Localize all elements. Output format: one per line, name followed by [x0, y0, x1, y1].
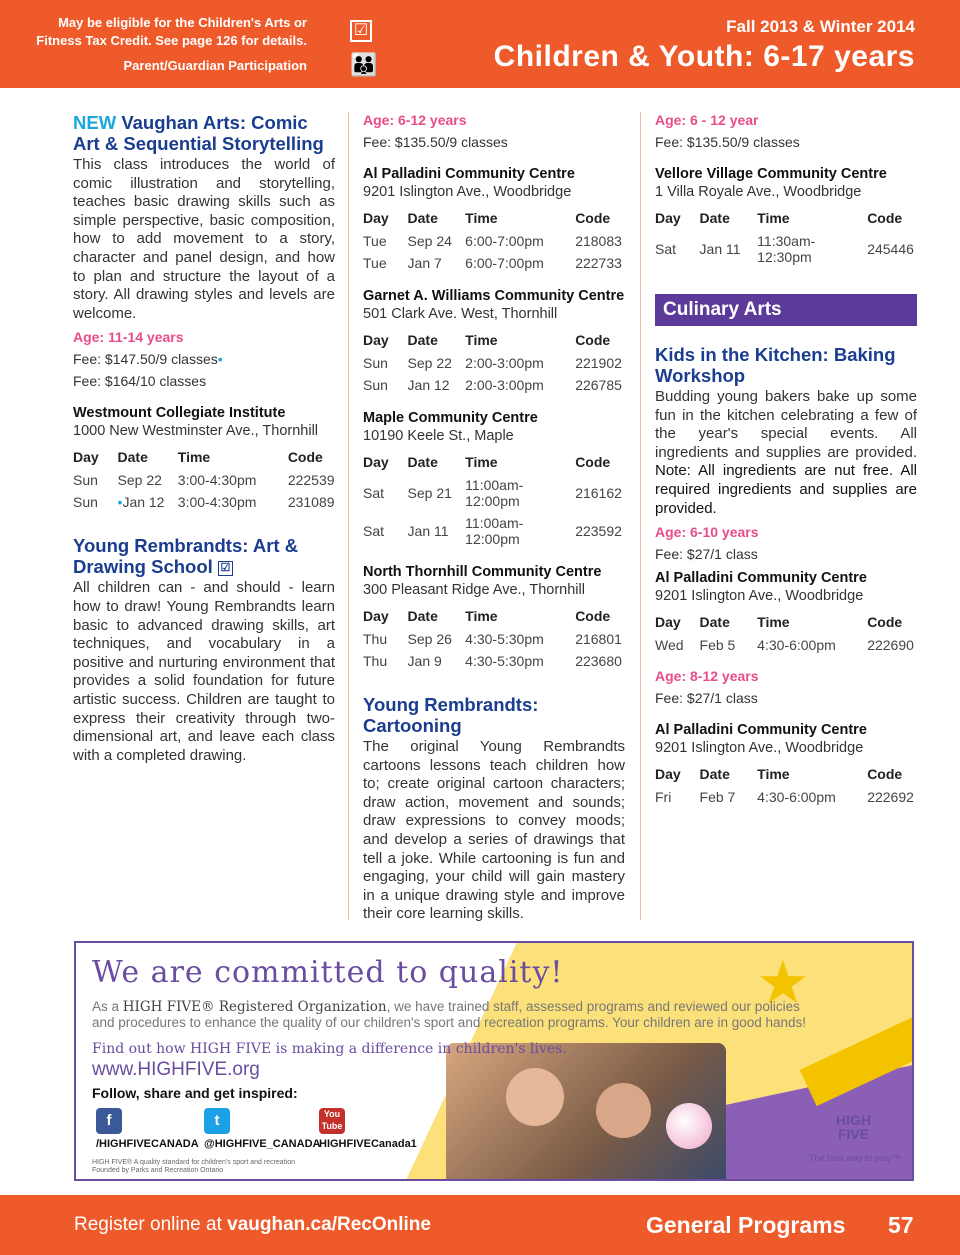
follow-label: Follow, share and get inspired: [92, 1085, 298, 1101]
age-range: Age: 6-12 years [363, 112, 467, 128]
schedule-table [73, 447, 335, 513]
fee: Fee: $135.50/9 classes [655, 134, 800, 150]
table-row: Fri Feb 7 4:30-6:00pm 222692 [655, 789, 914, 806]
program-description: Budding young bakers bake up some fun in the kitchen celebrating a few of the year's special events. All ingredients and supplies are provided. Note: All ingredients are nut free. All required ingredients and supplies are provided. [655, 388, 917, 517]
twitter-icon[interactable]: t [204, 1108, 230, 1134]
schedule-table: Day Date Time Code Wed Feb 5 4:30-6:00pm 222690 [655, 612, 917, 656]
location-address: 9201 Islington Ave., Woodbridge [655, 740, 864, 757]
column-3 [655, 112, 917, 808]
schedule-table: Day Date Time Code Tue Sep 24 6:00-7:00pm 218083 Tue Jan 7 6:00-7:00pm 222733 [363, 208, 625, 274]
program-title: Kids in the Kitchen: Baking Workshop [655, 344, 896, 386]
column-divider [348, 112, 349, 920]
season-label: Fall 2013 & Winter 2014 [726, 17, 915, 36]
table-row: Sun Sep 22 3:00-4:30pm 222539 [73, 472, 335, 489]
age-range: Age: 6 - 12 year [655, 112, 759, 128]
table-row: Sun Sep 22 2:00-3:00pm 221902 [363, 355, 622, 371]
page-footer [0, 1195, 960, 1255]
table-row: Tue Sep 24 6:00-7:00pm 218083 [363, 233, 622, 249]
fee: Fee: $164/10 classes [73, 373, 207, 390]
schedule-table: Day Date Time Code Sat Jan 11 11:30am-12:30pm 245446 [655, 208, 917, 268]
location-address: 1 Villa Royale Ave., Woodbridge [655, 184, 862, 200]
table-row: Sat Jan 11 11:00am-12:00pm 223592 [363, 515, 622, 547]
youtube-icon[interactable]: You Tube [319, 1108, 345, 1134]
age-range: Age: 6-10 years [655, 524, 759, 541]
schedule-table: Day Date Time Code Sun Sep 22 2:00-3:00pm 221902 Sun Jan 12 2:00-3:00pm 226785 [363, 330, 625, 396]
location-name: Al Palladini Community Centre [655, 722, 867, 739]
location-address: 9201 Islington Ave., Woodbridge [363, 184, 572, 200]
tax-credit-note: May be eligible for the Children's Arts or Fitness Tax Credit. See page 126 for details. [36, 15, 307, 48]
program-title: Young Rembrandts: Cartooning [363, 694, 539, 736]
table-row: Sat Jan 11 11:30am-12:30pm 245446 [655, 233, 914, 265]
table-row: Wed Feb 5 4:30-6:00pm 222690 [655, 637, 914, 654]
program-description: This class introduces the world of comic illustration and storytelling, teaches basic drawing skills such as simple perspective, basic composition, how to add movement to a story, character and panel design, and how to plan and structure the layout of a story. All drawing styles and levels are welcome. [73, 156, 335, 322]
new-badge: NEW [73, 112, 117, 133]
children-photo [596, 1083, 651, 1138]
location-address: 300 Pleasant Ridge Ave., Thornhill [363, 582, 585, 598]
schedule-table: Day Date Time Code Sat Sep 21 11:00am-12:00pm 216162 Sat Jan 11 11:00am-12:00pm 223592 [363, 452, 625, 550]
star-icon: ★ [756, 949, 810, 1016]
age-range: Age: 11-14 years [73, 329, 184, 346]
highfive-heading: We are committed to quality! [92, 955, 564, 990]
location-name: Vellore Village Community Centre [655, 166, 887, 182]
table-row: Thu Jan 9 4:30-5:30pm 223680 [363, 653, 622, 669]
location-name: Westmount Collegiate Institute [73, 405, 286, 422]
location-name: North Thornhill Community Centre [363, 564, 602, 580]
highfive-find: Find out how HIGH FIVE is making a difference in children's lives. [92, 1041, 567, 1057]
highfive-intro: As a HIGH FIVE® Registered Organization, we have trained staff, assessed programs and reviewed our policies and procedures to enhance the quality of our children's sport and recreation programs. Your children are in good hands! [92, 999, 807, 1030]
facebook-handle[interactable]: /HIGHFIVECANADA [96, 1138, 199, 1150]
program-title: Young Rembrandts: Art & Drawing School ☑ [73, 535, 299, 578]
table-row: Sun Jan 12 2:00-3:00pm 226785 [363, 377, 622, 393]
fee: Fee: $27/1 class [655, 546, 758, 563]
program-title-text: Vaughan Arts: Comic Art & Sequential Storytelling [73, 112, 324, 154]
section-band: Culinary Arts [655, 294, 917, 326]
location-name: Al Palladini Community Centre [363, 166, 575, 182]
schedule-table: Day Date Time Code Thu Sep 26 4:30-5:30pm 216801 Thu Jan 9 4:30-5:30pm 223680 [363, 606, 625, 672]
highfive-ad [74, 941, 914, 1181]
ball-graphic [666, 1103, 712, 1149]
section-name: General Programs [646, 1212, 846, 1238]
table-row: Thu Sep 26 4:30-5:30pm 216801 [363, 631, 622, 647]
table-header-row: Day Date Time Code [73, 449, 323, 466]
location-name: Garnet A. Williams Community Centre [363, 288, 625, 304]
fee: Fee: $147.50/9 classes• [73, 351, 223, 368]
family-icon: 👪 [350, 52, 378, 77]
page-title: Children & Youth: 6-17 years [493, 40, 915, 73]
location-name: Maple Community Centre [363, 410, 538, 426]
location-address: 9201 Islington Ave., Woodbridge [655, 588, 864, 605]
table-row: Sun •Jan 12 3:00-4:30pm 231089 [73, 494, 335, 511]
highfive-tagline: The best way to play™ [809, 1153, 901, 1163]
parent-participation-label: Parent/Guardian Participation [123, 58, 307, 73]
facebook-icon[interactable]: f [96, 1108, 122, 1134]
age-range: Age: 8-12 years [655, 668, 759, 685]
page-header [0, 0, 960, 88]
location-name: Al Palladini Community Centre [655, 570, 867, 587]
page-number: 57 [888, 1212, 914, 1238]
schedule-table: Day Date Time Code Fri Feb 7 4:30-6:00pm 222692 [655, 764, 917, 808]
location-address: 10190 Keele St., Maple [363, 428, 514, 444]
fee: Fee: $27/1 class [655, 690, 758, 707]
table-row: Sat Sep 21 11:00am-12:00pm 216162 [363, 477, 622, 509]
program-title [73, 112, 335, 154]
highfive-logo: HIGH FIVE [836, 1112, 871, 1142]
fee: Fee: $135.50/9 classes [363, 134, 508, 150]
program-description: All children can - and should - learn how to draw! Young Rembrandts learn basic to advanced drawing skills, art techniques, and vocabulary in a positive and nurturing environment that provides a solid foundation for future artistic success. Children are taught to express their creativity through two-dimensional art, and leave each class with a completed drawing. [73, 579, 335, 764]
location-address: 1000 New Westminster Ave., Thornhill [73, 423, 319, 440]
highfive-fineprint: HIGH FIVE® A quality standard for children's sport and recreation Founded by Parks and Recreation Ontario [92, 1159, 295, 1174]
highfive-url[interactable]: www.HIGHFIVE.org [92, 1059, 260, 1080]
youtube-handle[interactable]: HIGHFIVECanada1 [319, 1138, 417, 1150]
twitter-handle[interactable]: @HIGHFIVE_CANADA [204, 1138, 321, 1150]
column-2 [363, 112, 625, 924]
location-address: 501 Clark Ave. West, Thornhill [363, 306, 558, 322]
children-photo [506, 1068, 564, 1126]
checkbox-icon: ☑ [350, 20, 372, 42]
checkbox-icon: ☑ [218, 561, 233, 576]
column-1 [73, 112, 335, 765]
register-link[interactable]: vaughan.ca/RecOnline [227, 1214, 431, 1235]
table-row: Tue Jan 7 6:00-7:00pm 222733 [363, 255, 622, 271]
register-online: Register online at vaughan.ca/RecOnline [74, 1214, 431, 1235]
program-description: The original Young Rembrandts cartoons lessons teach children how to; create original cartoon characters; draw action, movement and sounds; draw expressions to convey moods; and develop a series of drawings that tell a joke. While cartooning is fun and engaging, your child will gain mastery in a unique drawing style and improve their core learning skills. [363, 738, 625, 923]
column-divider [640, 112, 641, 920]
